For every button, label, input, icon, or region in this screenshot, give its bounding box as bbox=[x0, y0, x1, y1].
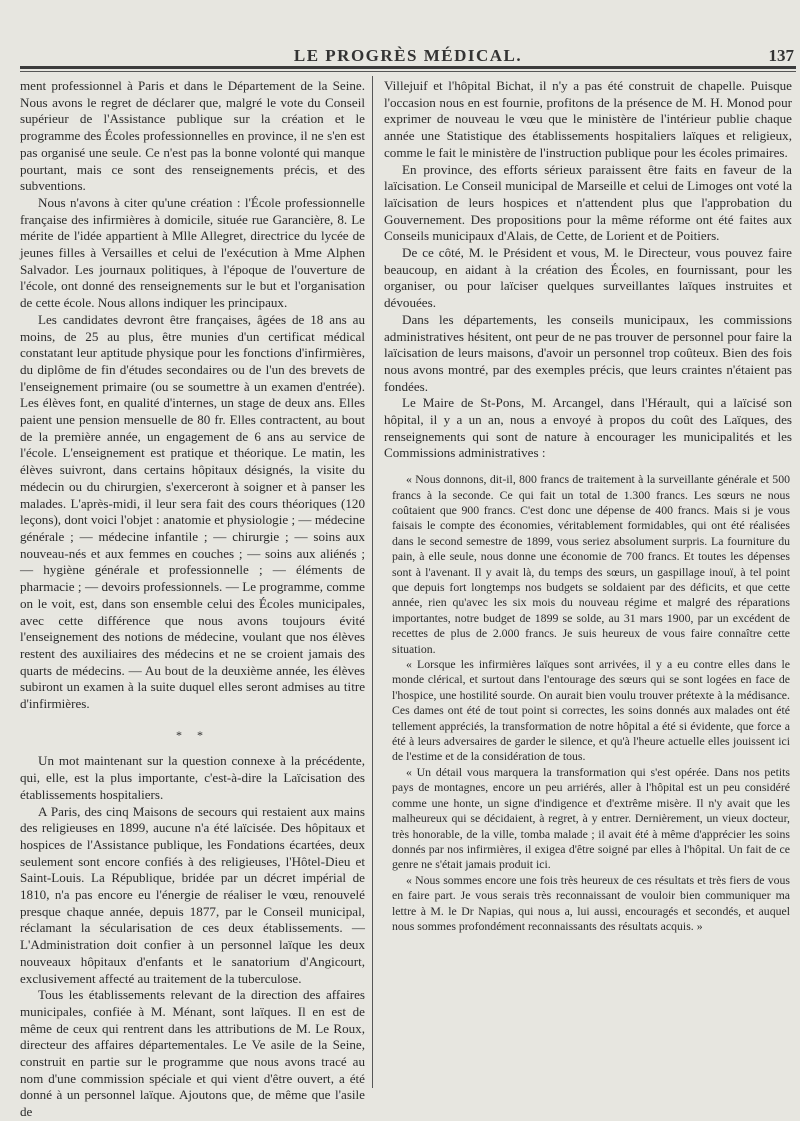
quote-paragraph: « Lorsque les infirmières laïques sont arrivées, il y a eu contre elles dans le monde clérical, et surtout dans l'entourage des sœurs qui se sont logées en face de l'hospice, une hostilité sourde. On aurait bien voulu trouver prétexte à la médisance. Ces dames ont été de tout point si correctes, les soins donnés aux malades ont été tellement appréciés, la transformation de notre hôpital a été si évidente, que force a été à leurs adversaires de garder le silence, et qu'à l'heure actuelle elles jouissent ici de l'estime et de la considération de tous. bbox=[392, 657, 790, 764]
paragraph: Villejuif et l'hôpital Bichat, il n'y a pas été construit de chapelle. Puisque l'occasion nous en est fournie, profitons de la présence de M. H. Monod pour exprimer de nouveau le vœu que le ministère de l'intérieur publie chaque année une Statistique des établissements hospitaliers laïques et religieux, comme le fait le ministère de l'instruction publique pour les écoles primaires. bbox=[384, 78, 792, 160]
header-rule-thick bbox=[20, 66, 796, 69]
section-separator: * * bbox=[176, 727, 209, 742]
quote-paragraph: « Nous donnons, dit-il, 800 francs de traitement à la surveillante générale et 500 francs à la seconde. Ce qui fait un total de 1.300 francs. Les sœurs ne nous coûtaient que 900 francs. C'est donc une dépense de 400 francs. Mais si je vous faisais le compte des économies, véritablement formidables, qui ont été réalisées dans le second semestre de 1899, vous seriez absolument surpris. La fourniture du pain, à elle seule, nous donne une économie de 700 francs. Et toutes les dépenses sont à l'avenant. Il y avait là, du temps des sœurs, un gaspillage inouï, à tel point que depuis fort longtemps nos budgets se soldaient par des déficits, et que cette année, rien qu'avec les six mois du nouveau régime et malgré des réparations importantes, notre budget de 1899 se solde, au 31 mars 1900, par un excédent de recettes de plus de 2.000 francs. Je suis heureux de vous faire connaître cette situation. bbox=[392, 472, 790, 656]
paragraph: Nous n'avons à citer qu'une création : l'École professionnelle française des infirmières à domicile, située rue Garancière, 8. Le mérite de l'idée appartient à Mlle Allegret, directrice du lycée de jeunes filles à Versailles et celui de l'exécution à Mme Alphen Salvador. Les journaux politiques, à l'époque de l'ouverture de l'école, ont donné des renseignements sur le but et l'organisation de cette école. Nous allons indiquer les principaux. bbox=[20, 194, 365, 311]
paragraph: Un mot maintenant sur la question connexe à la précédente, qui, elle, est la plus importante, c'est-à-dire la Laïcisation des établissements hospitaliers. bbox=[20, 753, 365, 802]
page-header bbox=[20, 44, 796, 66]
column-separator bbox=[372, 76, 373, 1088]
paragraph: De ce côté, M. le Président et vous, M. le Directeur, vous pouvez faire beaucoup, en aidant à la création des Écoles, en fournissant, pour les organiser, ou pour laïciser quelques surveillantes laïques instruites et dévouées. bbox=[384, 245, 792, 311]
right-column bbox=[384, 78, 792, 1088]
spacer bbox=[384, 462, 792, 472]
header-rule-thin bbox=[20, 71, 796, 72]
journal-title: LE PROGRÈS MÉDICAL. bbox=[293, 46, 523, 65]
quoted-letter bbox=[384, 472, 792, 934]
quote-paragraph: « Un détail vous marquera la transformation qui s'est opérée. Dans nos petits pays de montagnes, encore un peu arriérés, aller à l'hôpital est un peu considéré comme une honte, un signe d'indigence et d'extrême misère. Il n'y avait que les malheureux qui se décidaient, à regret, à y entrer. Dernièrement, un vieux docteur, très honorable, de la ville, tomba malade ; il avait été à même d'apprécier les soins donnés par nos infirmières, il exigea d'être soigné par elles à l'hôpital. Un fait de ce genre ne s'était jamais produit ici. bbox=[392, 764, 790, 872]
paragraph: Tous les établissements relevant de la direction des affaires municipales, confiée à M. Ménant, sont laïques. Il en est de même de ceux qui rentrent dans les attributions de M. Le Roux, directeur des affaires départementales. Le Ve asile de la Seine, construit en partie sur le programme que nous avons tracé au nom d'une commission spéciale et qui vient d'être ouvert, a été donné à un personnel laïque. Ajoutons que, de même que l'asile de bbox=[20, 987, 365, 1120]
left-column bbox=[20, 78, 365, 1120]
quote-paragraph: « Nous sommes encore une fois très heureux de ces résultats et très fiers de vous en faire part. Je vous serais très reconnaissant de vouloir bien communiquer ma lettre à M. le Dr Napias, qui nous a, lui aussi, encouragés et secondés, et auquel nous sommes profondément reconnaissants des résultats acquis. » bbox=[392, 872, 790, 933]
page-number: 137 bbox=[768, 46, 794, 65]
paragraph: Le Maire de St-Pons, M. Arcangel, dans l'Hérault, qui a laïcisé son hôpital, il y a un an, nous a envoyé à propos du coût des Laïques, des renseignements qui sont de nature à encourager les municipalités et les Commissions administratives : bbox=[384, 395, 792, 461]
paragraph: A Paris, des cinq Maisons de secours qui restaient aux mains des religieuses en 1899, aucune n'a été laïcisée. Des hôpitaux et hospices de l'Assistance publique, les Fondations écartées, deux seulement sont encore confiés à des religieuses, l'Hôtel-Dieu et Saint-Louis. La République, bridée par un décret impérial de 1810, n'a pas encore eu l'énergie de réaliser le vœu, renouvelé presque chaque année, depuis 1877, par le Conseil municipal, réclamant la sécularisation de ces deux établissements. — L'Administration doit confier à un personnel laïque les deux nouveaux hôpitaux d'enfants et le sanatorium d'Angicourt, exclusivement affecté au traitement de la tuberculose. bbox=[20, 803, 365, 986]
paragraph: ment professionnel à Paris et dans le Département de la Seine. Nous avons le regret de déclarer que, malgré le vote du Conseil supérieur de l'Assistance publique sur la création et le programme des Écoles professionnelles en province, il ne s'en est pas organisé une seule. Ce n'est pas la bonne volonté qui manque pourtant, mais ce sont des renseignements précis, et des subventions. bbox=[20, 78, 365, 194]
paragraph: Les candidates devront être françaises, âgées de 18 ans au moins, de 25 au plus, être munies d'un certificat médical constatant leur aptitude physique pour les fonctions d'infirmières, du diplôme de fin d'études secondaires ou de l'un des brevets de l'enseignement primaire (ou se soumettre à un examen d'entrée). Les élèves font, en qualité d'internes, un stage de deux ans. Elles paient une pension mensuelle de 80 fr. Elles contractent, au bout de la première année, un engagement de 6 ans au service de l'école. L'enseignement est pratique et théorique. Le matin, les élèves suivront, dans certains hôpitaux désignés, la visite du médecin ou du chirurgien, s'exerceront à soigner et à panser les malades. L'après-midi, il leur sera fait des cours théoriques (120 leçons), dont voici l'objet : anatomie et physiologie ; — médecine générale ; — médecine infantile ; — chirurgie ; — soins aux nouveau-nés et aux femmes en couches ; — soins aux aliénés ; — hygiène générale et professionnelle ; — éléments de pharmacie ; — devoirs professionnels. — Le programme, comme on le voit, est, dans son ensemble celui des Écoles municipales, avec cette différence que nous avons toujours évité l'enseignement des notions de médecine, voulant que nos élèves restent des auxiliaires des médecins et ne se croient jamais des quarts de médecins. — Au bout de la deuxième année, les élèves subiront un examen à la suite duquel elles seront admises au titre d'infirmières. bbox=[20, 311, 365, 712]
paragraph: Dans les départements, les conseils municipaux, les commissions administratives hésitent, ont peur de ne pas trouver de personnel pour faire la laïcisation de leurs maisons, d'avoir un personnel trop coûteux. Bien des fois nous avons montré, par des exemples précis, que leurs craintes n'étaient pas fondées. bbox=[384, 311, 792, 394]
paragraph: En province, des efforts sérieux paraissent être faits en faveur de la laïcisation. Le Conseil municipal de Marseille et celui de Limoges ont voté la laïcisation de leurs hospices et n'attendent plus que l'approbation du Gouvernement. Des propositions pour la même réforme ont été faites aux Conseils municipaux d'Alais, de Cette, de Lorient et de Poitiers. bbox=[384, 161, 792, 244]
